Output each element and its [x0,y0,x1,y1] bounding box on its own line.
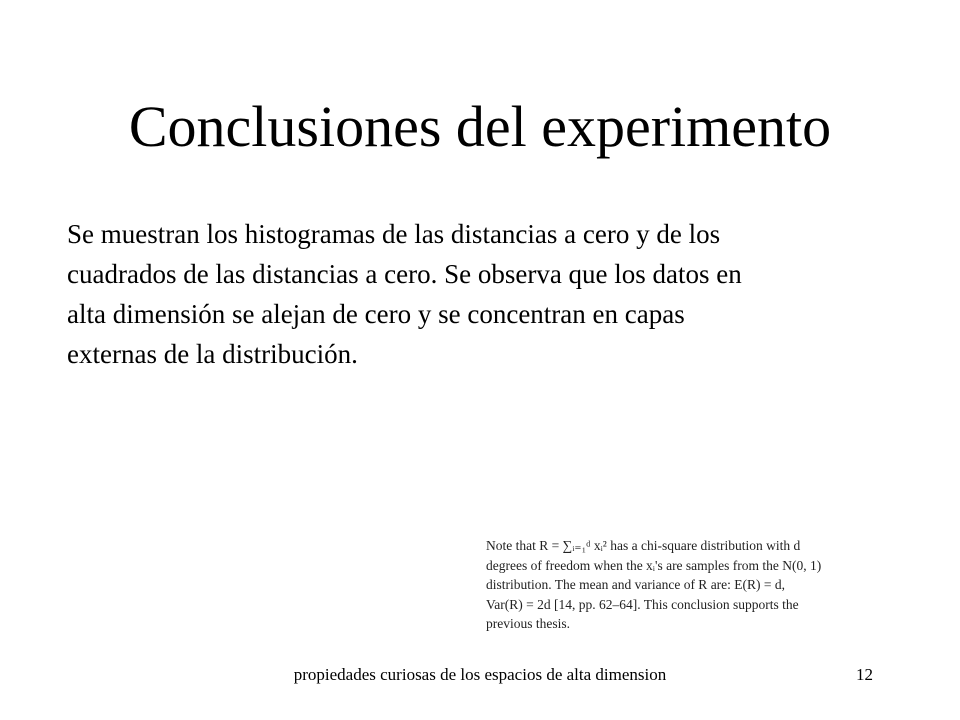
body-line: cuadrados de las distancias a cero. Se observa que los datos en [67,259,742,289]
body-line: alta dimensión se alejan de cero y se concentran en capas [67,299,685,329]
excerpt-line: Note that R = ∑ᵢ₌₁ᵈ xᵢ² has a chi-square distribution with d [486,538,801,553]
excerpt-line: previous thesis. [486,616,570,632]
body-line: Se muestran los histogramas de las distancias a cero y de los [67,219,721,249]
slide-title: Conclusiones del experimento [128,94,832,159]
footer-label: propiedades curiosas de los espacios de alta dimension [293,665,667,684]
excerpt-line: degrees of freedom when the xᵢ's are samples from the N(0, 1) [486,557,822,573]
page-number: 12 [856,665,873,684]
slide-footer [0,664,960,686]
body-line: externas de la distribución. [67,339,358,369]
excerpt-line: distribution. The mean and variance of R are: E(R) = d, [486,577,786,593]
slide-body-text [67,214,897,374]
paper-excerpt-image [486,536,900,634]
excerpt-line: Var(R) = 2d [14, pp. 62–64]. This conclusion supports the [486,596,799,612]
